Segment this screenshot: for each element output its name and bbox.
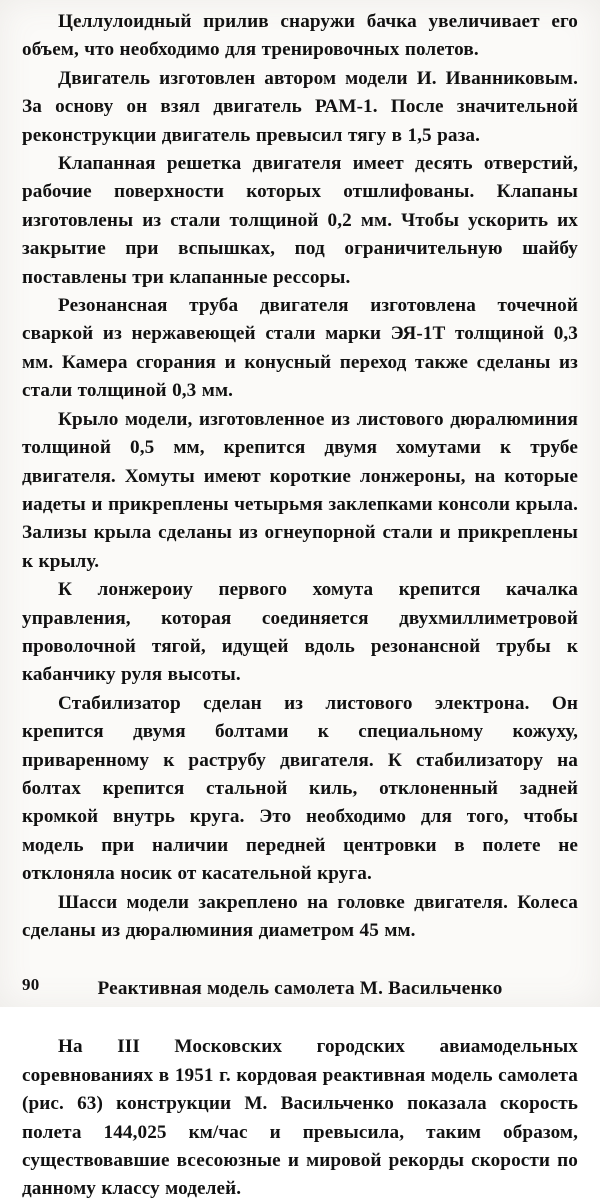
page-body (22, 8, 578, 1204)
paragraph: На III Московских городских авиамодельных соревнованиях в 1951 г. кордовая реактивная модель самолета (рис. 63) конструкции М. Васильченко показала скорость полета 144,025 км/час и превысила, таким образом, существовавшие всесоюзные и мировой рекорды скорости по данному классу моделей. (22, 1036, 578, 1200)
spacer (22, 1003, 578, 1033)
paragraph: К лонжероиу первого хомута крепится качалка управления, которая соединяется двухмиллиметровой проволочной тягой, идущей вдоль резонансной трубы к кабанчику руля высоты. (22, 579, 578, 686)
spacer (22, 945, 578, 975)
section-heading: Реактивная модель самолета М. Васильченко (97, 978, 503, 1000)
paragraph: Стабилизатор сделан из листового электрона. Он крепится двумя болтами к специальному кожуху, приваренному к раструбу двигателя. К стабилизатору на болтах крепится стальной киль, отклоненный задней кромкой внутрь круга. Это необходимо для того, чтобы модель при наличии передней центровки в полете не отклоняла носик от касательной круга. (22, 692, 578, 885)
paragraph: Резонансная труба двигателя изготовлена точечной сваркой из нержавеющей стали марки ЭЯ-1Т толщиной 0,3 мм. Камера сгорания и конусный переход также сделаны из стали толщиной 0,3 мм. (22, 295, 578, 402)
paragraph: Крыло модели, изготовленное из листового дюралюминия толщиной 0,5 мм, крепится двумя хомутами к трубе двигателя. Хомуты имеют короткие лонжероны, на которые иадеты и прикреплены четырьмя заклепками консоли крыла. Зализы крыла сделаны из огнеупорной стали и прикреплены к крылу. (22, 408, 578, 572)
paragraph: Целлулоидный прилив снаружи бачка увеличивает его объем, что необходимо для тренировочных полетов. (22, 11, 578, 61)
paragraph: Двигатель изготовлен автором модели И. Иванниковым. За основу он взял двигатель РАМ-1. После значительной реконструкции двигатель превысил тягу в 1,5 раза. (22, 67, 578, 146)
page-number: 90 (22, 975, 40, 994)
paragraph: Шасси модели закреплено на головке двигателя. Колеса сделаны из дюралюминия диаметром 45 мм. (22, 891, 578, 941)
paragraph: Клапанная решетка двигателя имеет десять отверстий, рабочие поверхности которых отшлифованы. Клапаны изготовлены из стали толщиной 0,2 мм. Чтобы ускорить их закрытие при вспышках, под ограничительную шайбу поставлены три клапанные рессоры. (22, 153, 578, 288)
